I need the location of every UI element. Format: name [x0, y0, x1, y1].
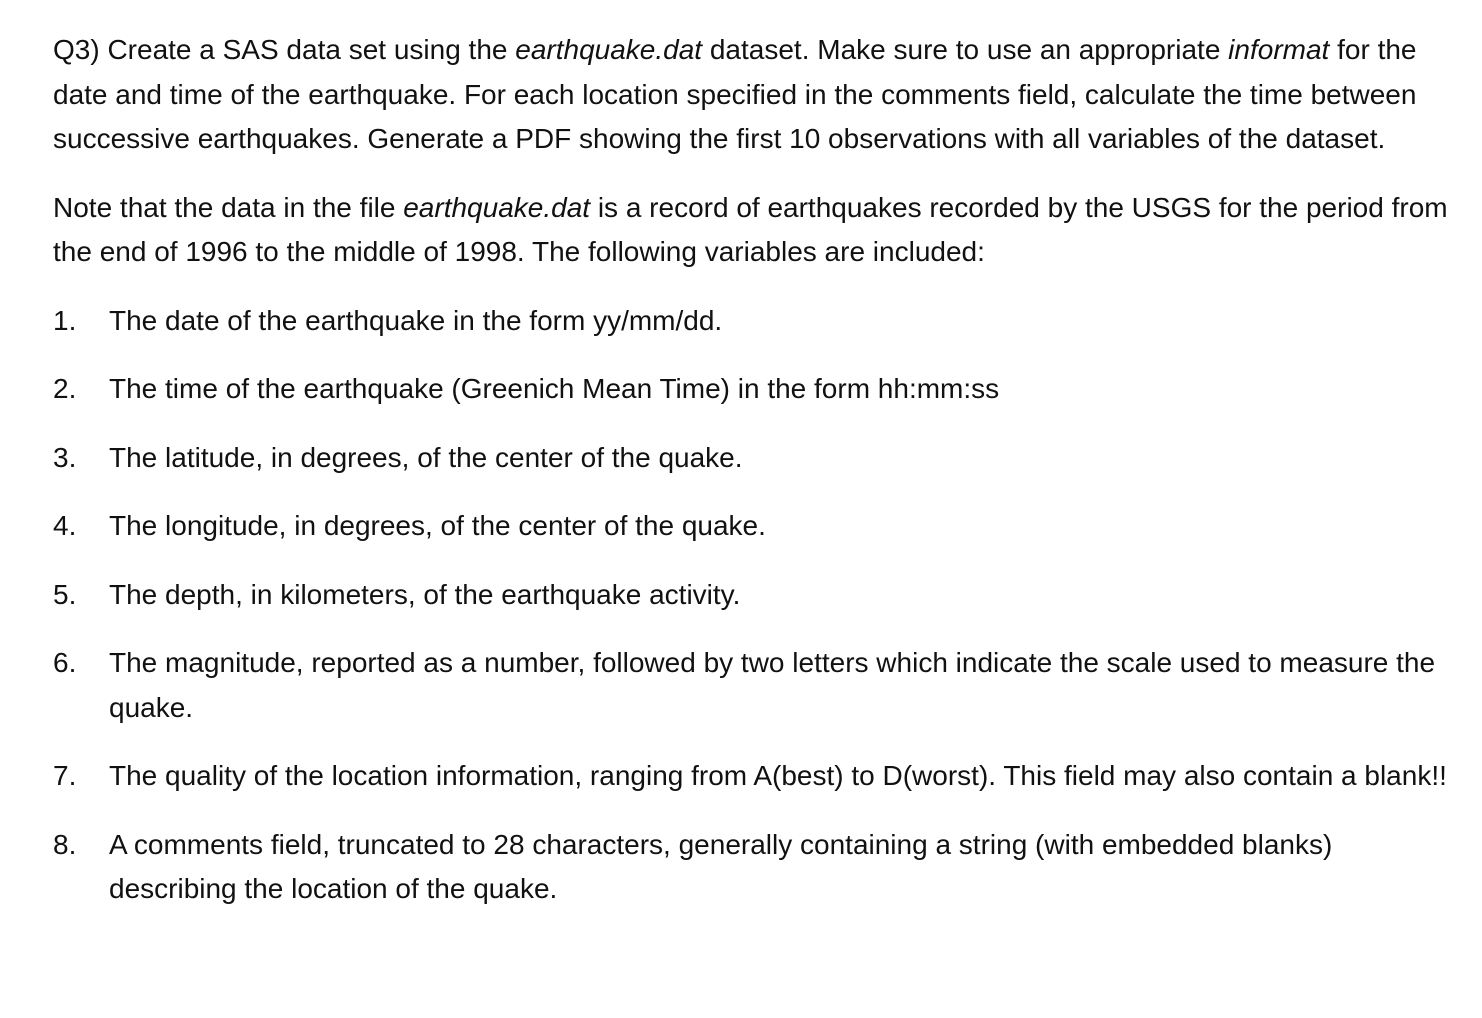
list-item: [53, 436, 1463, 481]
note-text-2: is a record of earthquakes recorded by the USGS for the period from the end of 1996 to the middle of 1998. The following variables are included:: [53, 191, 1448, 267]
list-item: [53, 504, 1463, 549]
list-item: [53, 367, 1463, 412]
question-text-3: for the date and time of the earthquake. For each location specified in the comments field, calculate the time between successive earthquakes. Generate a PDF showing the first 10 observations with all variables of the dataset.: [53, 34, 1417, 154]
document-page: [53, 28, 1463, 912]
list-number: 1.: [53, 304, 77, 336]
informat-term: informat: [1228, 34, 1330, 65]
question-paragraph: [53, 28, 1463, 162]
list-number: 3.: [53, 441, 77, 473]
list-item-text: The date of the earthquake in the form yy/mm/dd.: [109, 304, 723, 336]
list-item: [53, 823, 1463, 912]
list-item-text: The depth, in kilometers, of the earthquake activity.: [109, 578, 741, 610]
list-item-text: The quality of the location information, ranging from A(best) to D(worst). This field may also contain a blank!!: [109, 760, 1447, 791]
list-number: 4.: [53, 510, 77, 541]
note-paragraph: [53, 186, 1463, 275]
list-number: 6.: [53, 647, 77, 678]
list-number: 7.: [53, 760, 77, 791]
list-item: [53, 299, 1463, 344]
list-item: [53, 573, 1463, 618]
list-item: [53, 754, 1463, 799]
list-item-text: The longitude, in degrees, of the center of the quake.: [109, 510, 766, 541]
list-item-text: A comments field, truncated to 28 characters, generally containing a string (with embedded blanks) describing the location of the quake.: [109, 828, 1333, 904]
variables-list: [53, 299, 1463, 912]
list-item-text: The magnitude, reported as a number, followed by two letters which indicate the scale used to measure the quake.: [109, 647, 1436, 723]
list-number: 5.: [53, 578, 77, 610]
dataset-filename: earthquake.dat: [515, 34, 703, 65]
note-filename: earthquake.dat: [403, 191, 591, 223]
question-text-2: dataset. Make sure to use an appropriate: [702, 34, 1229, 65]
list-number: 2.: [53, 373, 77, 404]
list-item-text: The latitude, in degrees, of the center of the quake.: [109, 441, 743, 473]
note-text-1: Note that the data in the file: [53, 191, 404, 223]
question-text-1: Q3) Create a SAS data set using the: [53, 34, 516, 65]
list-number: 8.: [53, 828, 77, 860]
list-item-text: The time of the earthquake (Greenich Mean Time) in the form hh:mm:ss: [109, 373, 1000, 404]
list-item: [53, 641, 1463, 730]
